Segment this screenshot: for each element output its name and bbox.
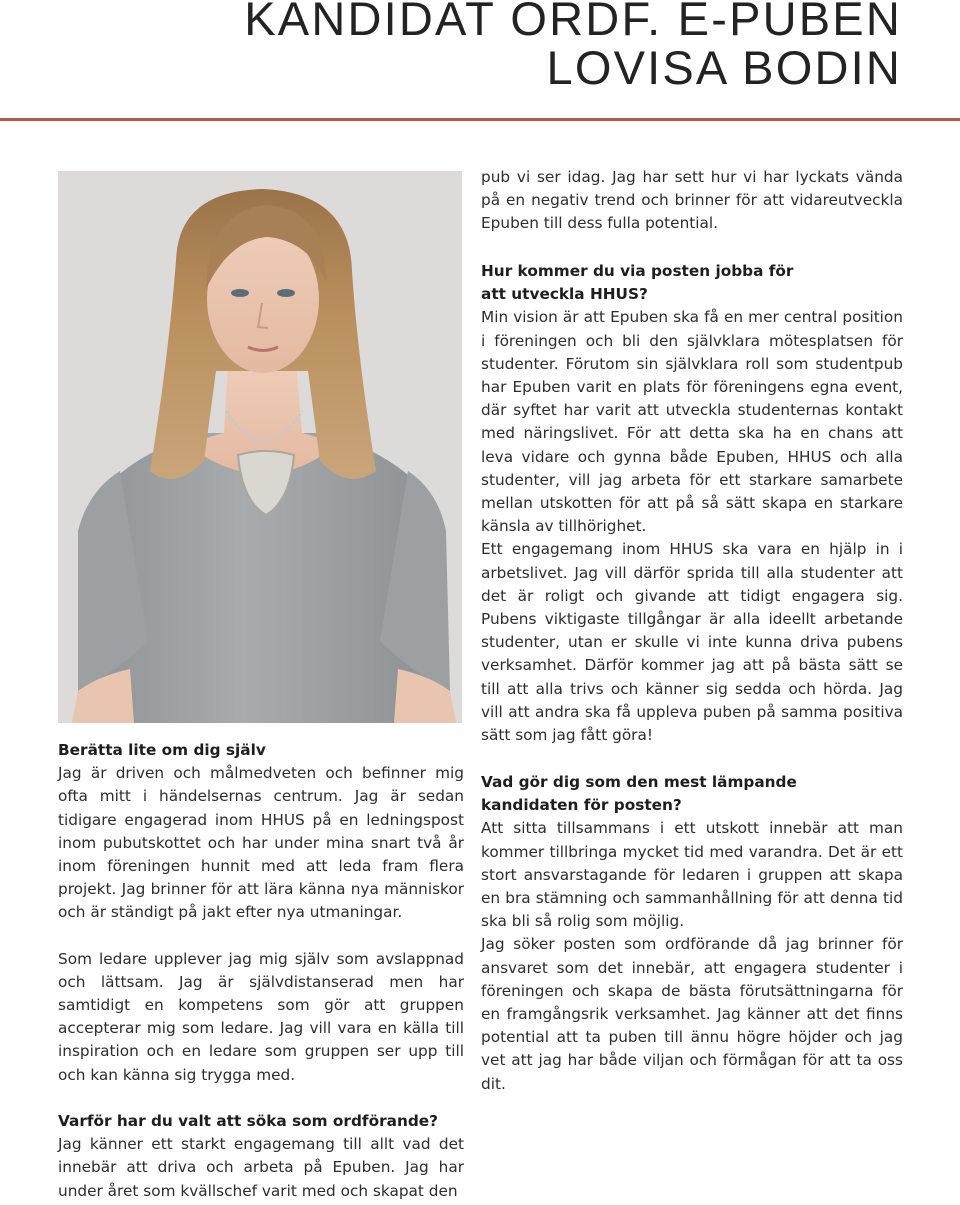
- answer-why-chair: Jag känner ett starkt engagemang till allt vad det innebär att driva och arbeta på Epuben. Jag har under året som kvällschef varit med och skapat den: [58, 1135, 464, 1200]
- answer-vision: Min vision är att Epuben ska få en mer central position i föreningen och bli den självklara mötesplatsen för studenter. Förutom sin självklara roll som studentpub har Epuben varit en plats för föreningens egna event, där syftet har varit att utveckla studenternas kontakt med näringslivet. För att detta ska ha en chans att leva vidare och gynna både Epuben, HHUS och alla studenter, vill jag arbeta för ett starkare samarbete mellan utskotten för att på så sätt skapa en starkare känsla av tillhörighet.: [481, 308, 903, 536]
- question-develop-hhus: Hur kommer du via posten jobba för att utveckla HHUS?: [481, 262, 794, 304]
- right-column-upper: [481, 166, 903, 236]
- title-line-1: KANDIDAT ORDF. E-PUBEN: [244, 0, 902, 45]
- question-best-candidate: Vad gör dig som den mest lämpande kandidaten för posten?: [481, 773, 797, 815]
- candidate-photo: [58, 171, 462, 723]
- answer-leadership: Som ledare upplever jag mig själv som avslappnad och lättsam. Jag är självdistanserad men har samtidigt en kompetens som gör att gruppen accepterar mig som ledare. Jag vill vara en källa till inspiration och en ledare som gruppen ser upp till och kan känna sig trygga med.: [58, 949, 464, 1084]
- answer-best-candidate: Att sitta tillsammans i ett utskott innebär att man kommer tillbringa mycket tid med varandra. Det är ett stort ansvarstagande för ledaren i gruppen att skapa en bra stämning och sammanhållning för att denna tid ska bli så rolig som möjlig.: [481, 819, 903, 931]
- header-rule: [0, 118, 960, 121]
- right-column-lower: [481, 771, 903, 1096]
- answer-engagement: Ett engagemang inom HHUS ska vara en hjälp in i arbetslivet. Jag vill därför sprida till alla studenter att det är roligt och givande att tidigt engagera sig. Pubens viktigaste tillgångar är alla ideellt arbetande studenter, utan er skulle vi inte kunna driva pubens verksamhet. Därför kommer jag att på bästa sätt se till att alla trivs och känner sig sedda och hörda. Jag vill att andra ska få uppleva puben på samma positiva sätt som jag fått göra!: [481, 540, 903, 745]
- answer-why-chair-continued: pub vi ser idag. Jag har sett hur vi har lyckats vända på en negativ trend och brinner för att vidareutveckla Epuben till dess fulla potential.: [481, 168, 903, 233]
- right-column-middle: [481, 260, 903, 747]
- title-line-2: LOVISA BODIN: [546, 41, 902, 94]
- left-column-upper: [58, 739, 464, 1087]
- left-column-lower: [58, 1110, 464, 1203]
- page-title: [244, 0, 902, 92]
- answer-about-me: Jag är driven och målmedveten och befinner mig ofta mitt i händelsernas centrum. Jag är sedan tidigare engagerad inom HHUS på en ledningspost inom pubutskottet och har under mina snart två år inom föreningen hunnit med att leda fram flera projekt. Jag brinner för att lära känna nya människor och är ständigt på jakt efter nya utmaningar.: [58, 764, 464, 922]
- question-about-me: Berätta lite om dig själv: [58, 741, 266, 759]
- answer-motivation: Jag söker posten som ordförande då jag brinner för ansvaret som det innebär, att engagera studenter i föreningen och skapa de bästa förutsättningarna för en framgångsrik verksamhet. Jag känner att det finns potential att ta puben till ännu högre höjder och jag vet att jag har både viljan och förmågan för att ta oss dit.: [481, 935, 903, 1093]
- question-why-chair: Varför har du valt att söka som ordförande?: [58, 1112, 439, 1130]
